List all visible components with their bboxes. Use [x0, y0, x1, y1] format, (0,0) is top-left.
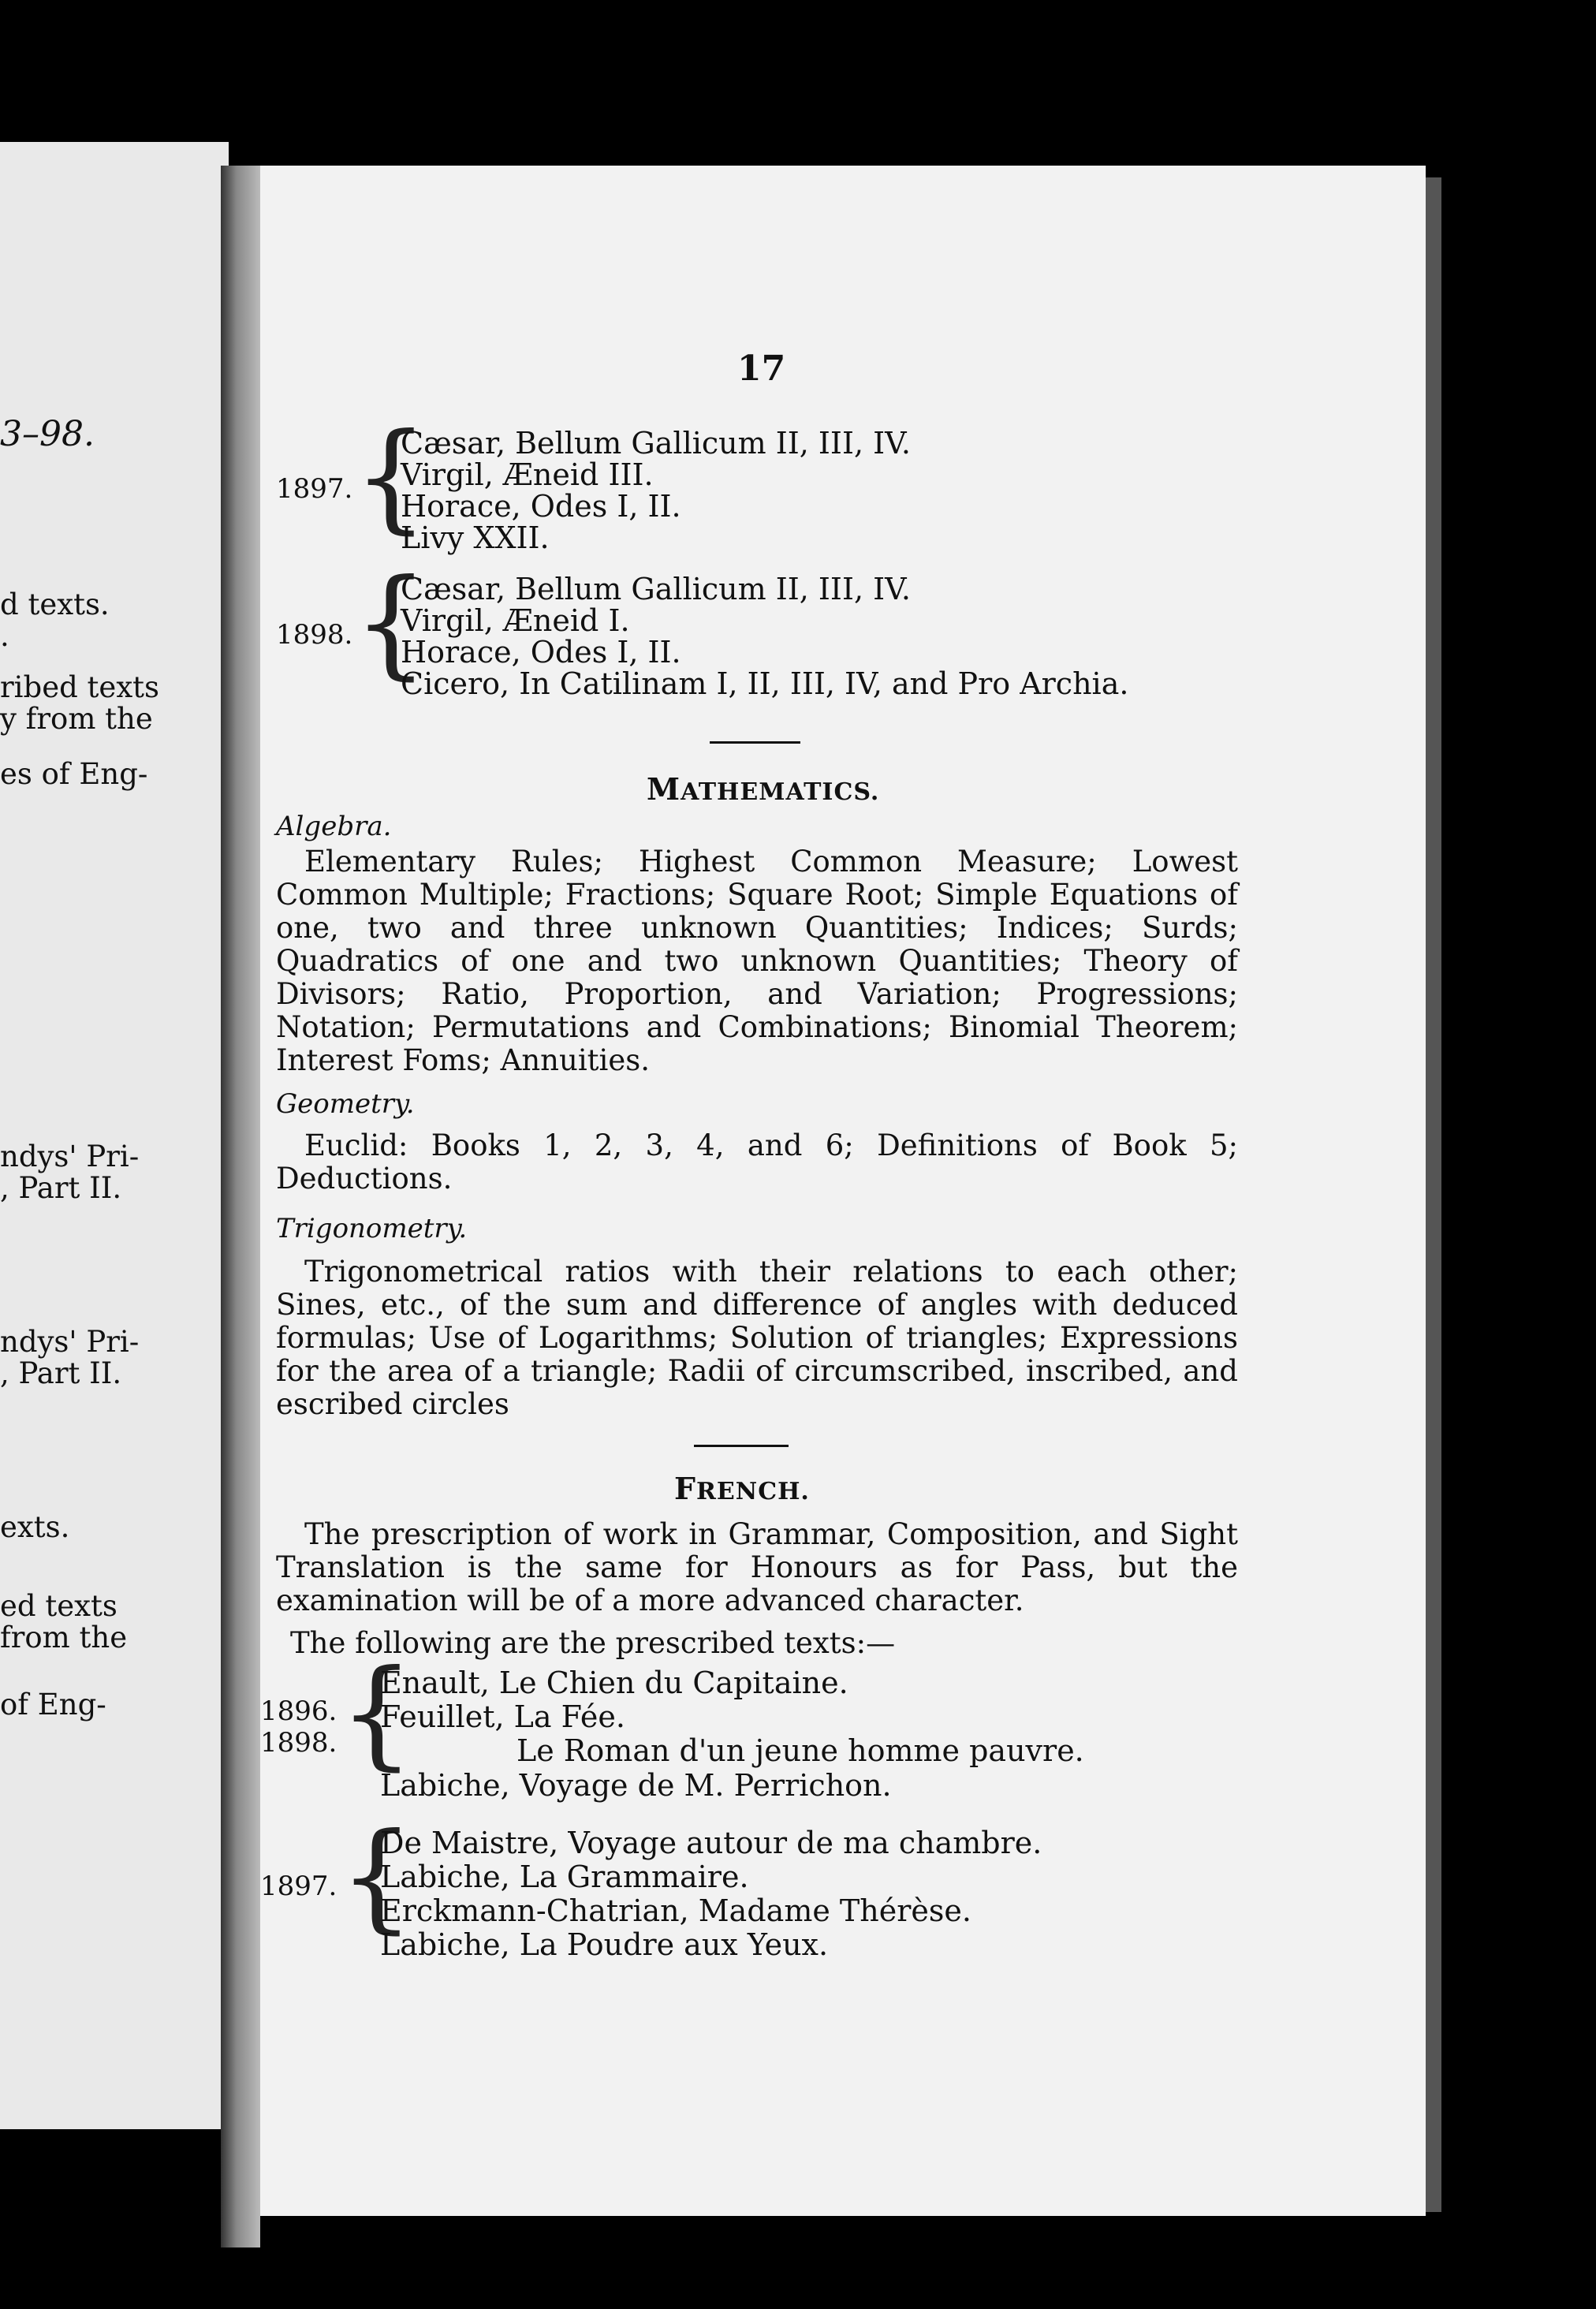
text-item: Erckmann-Chatrian, Madame Thérèse.: [380, 1893, 971, 1928]
left-page-fragment: 3–98.: [0, 414, 95, 454]
text-item: Labiche, Voyage de M. Perrichon.: [380, 1768, 892, 1803]
left-page-fragment: ndys' Pri-: [0, 1325, 140, 1359]
left-page-fragment: y from the: [0, 702, 153, 736]
text-item: Cæsar, Bellum Gallicum II, III, IV.: [401, 426, 912, 461]
text-item: Feuillet, La Fée.: [380, 1699, 625, 1734]
left-page-fragment: ndys' Pri-: [0, 1140, 140, 1173]
section-divider: [710, 741, 800, 744]
prescribed-texts-intro: The following are the prescribed texts:—: [290, 1626, 896, 1660]
text-item: Virgil, Æneid I.: [401, 603, 630, 638]
text-item: Labiche, La Poudre aux Yeux.: [380, 1927, 829, 1962]
book-gutter: [221, 166, 260, 2247]
left-page-fragment: , Part II.: [0, 1356, 122, 1390]
year-label: 1898.: [276, 619, 353, 651]
paragraph-trigonometry: Trigonometrical ratios with their relations to each other; Sines, etc., of the sum and difference of angles with deduced formulas; Use of Logarithms; Solution of triangles; Expressions for the area of a triangle; Radii of circumscribed, inscribed, and escribed circles: [276, 1255, 1238, 1421]
text-item: Le Roman d'un jeune homme pauvre.: [516, 1733, 1084, 1768]
paragraph-french-intro: The prescription of work in Grammar, Composition, and Sight Translation is the same for Honours as for Pass, but the examination will be of a more advanced character.: [276, 1517, 1238, 1617]
text-item: Enault, Le Chien du Capitaine.: [380, 1666, 848, 1700]
text-item: Horace, Odes I, II.: [401, 489, 681, 524]
left-page-fragment: .: [0, 619, 9, 653]
page-edge: [1426, 177, 1441, 2212]
year-label: 1896.: [260, 1695, 337, 1727]
section-divider: [694, 1445, 789, 1447]
text-item: Virgil, Æneid III.: [401, 457, 654, 492]
page-number: 17: [737, 349, 786, 389]
subsection-title-geometry: Geometry.: [276, 1088, 415, 1120]
book-page: [260, 166, 1426, 2216]
year-label: 1897.: [276, 473, 353, 505]
text-item: De Maistre, Voyage autour de ma chambre.: [380, 1826, 1042, 1860]
section-heading-mathematics: MATHEMATICS.: [647, 771, 880, 807]
left-page-fragment: of Eng-: [0, 1688, 106, 1721]
left-page-fragment: ed texts: [0, 1589, 117, 1623]
left-page: [0, 142, 229, 2129]
text-item: Horace, Odes I, II.: [401, 635, 681, 670]
left-page-fragment: ribed texts: [0, 670, 160, 704]
brace: {: [353, 554, 429, 692]
left-page-fragment: exts.: [0, 1510, 70, 1544]
year-label: 1897.: [260, 1871, 337, 1902]
text-item: Cæsar, Bellum Gallicum II, III, IV.: [401, 572, 912, 606]
subsection-title-trigonometry: Trigonometry.: [276, 1213, 468, 1244]
text-item: Labiche, La Grammaire.: [380, 1860, 749, 1894]
section-heading-french: FRENCH.: [674, 1471, 810, 1506]
paragraph-algebra: Elementary Rules; Highest Common Measure; Lowest Common Multiple; Fractions; Square Root; Simple Equations of one, two and three unknown Quantities; Indices; Surds; Quadratics of one and two unknown Quantities; Theory of Divisors; Ratio, Proportion, and Variation; Progressions; Notation; Permutations and Combinations; Binomial Theorem; Interest Foms; Annuities.: [276, 845, 1238, 1077]
left-page-fragment: from the: [0, 1621, 128, 1654]
paragraph-geometry: Euclid: Books 1, 2, 3, 4, and 6; Definitions of Book 5; Deductions.: [276, 1128, 1238, 1196]
brace: {: [339, 1808, 415, 1945]
text-item: Cicero, In Catilinam I, II, III, IV, and Pro Archia.: [401, 666, 1129, 701]
left-page-fragment: , Part II.: [0, 1171, 122, 1205]
brace: {: [339, 1645, 415, 1782]
year-label: 1898.: [260, 1727, 337, 1759]
left-page-fragment: d texts.: [0, 588, 110, 621]
text-item: Livy XXII.: [401, 520, 550, 555]
left-page-fragment: es of Eng-: [0, 757, 148, 791]
subsection-title-algebra: Algebra.: [276, 811, 392, 842]
brace: {: [353, 408, 429, 546]
